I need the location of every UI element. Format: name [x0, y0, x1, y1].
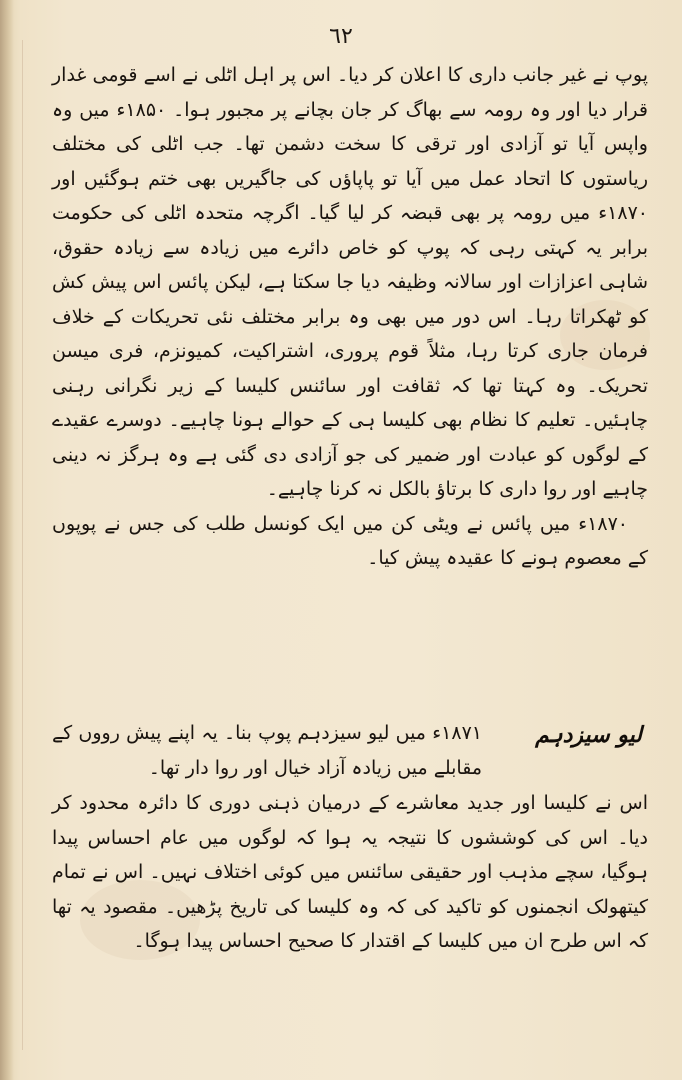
margin-pencil-line — [22, 40, 23, 1050]
book-spine-shadow — [0, 0, 14, 1080]
section-first-lines: ۱۸۷۱ء میں لیو سیزدہم پوپ بنا۔ یہ اپنے پیش رووں کے مقابلے میں زیادہ آزاد خیال اور روا دار تھا۔ — [52, 722, 482, 779]
paragraph-1: پوپ نے غیر جانب داری کا اعلان کر دیا۔ اس پر اہل اٹلی نے اسے قومی غدار قرار دیا اور وہ رومہ سے بھاگ کر جان بچانے پر مجبور ہوا۔ ۱۸۵۰ء میں وہ واپس آیا تو آزادی اور ترقی کا سخت دشمن تھا۔ جب اٹلی کی مختلف ریاستوں کا اتحاد عمل میں آیا تو پاپاؤں کی جاگیریں بھی ختم ہوگئیں اور ۱۸۷۰ء میں رومہ پر بھی قبضہ کر لیا گیا۔ اگرچہ متحدہ اٹلی کی حکومت برابر یہ کہتی رہی کہ پوپ کو خاص دائرے میں زیادہ سے زیادہ حقوق، شاہی اعزازات اور سالانہ وظیفہ دیا جا سکتا ہے، لیکن پائس اس پیش کش کو ٹھکراتا رہا۔ اس دور میں بھی وہ برابر مختلف نئی تحریکات کے خلاف فرمان جاری کرتا رہا، مثلاً قوم پروری، اشتراکیت، کمیونزم، فری میسن تحریک۔ وہ کہتا تھا کہ ثقافت اور سائنس کلیسا کے زیر نگرانی رہنی چاہئیں۔ تعلیم کا نظام بھی کلیسا ہی کے حوالے ہونا چاہیے۔ دوسرے عقیدے کے لوگوں کو عبادت اور ضمیر کی جو آزادی دی گئی ہے وہ ہرگز نہ دینی چاہیے اور روا داری کا برتاؤ بالکل نہ کرنا چاہیے۔ — [52, 64, 648, 500]
paragraph-2: ۱۸۷۰ء میں پائس نے ویٹی کن میں ایک کونسل طلب کی جس نے پوپوں کے معصوم ہونے کا عقیدہ پیش کیا۔ — [52, 512, 648, 569]
page-number: ٦٢ — [329, 24, 353, 49]
main-text — [52, 58, 648, 576]
section-heading-leo-xiii: لیو سیزدہم — [535, 723, 642, 748]
section-body: اس نے کلیسا اور جدید معاشرے کے درمیان ذہنی دوری کا دائرہ محدود کر دیا۔ اس کی کوششوں کا نتیجہ یہ ہوا کہ لوگوں میں عام احساس پیدا ہوگیا، سچے مذہب اور حقیقی سائنس میں کوئی اختلاف نہیں۔ اس نے تمام کیتھولک انجمنوں کو تاکید کی کہ وہ کلیسا کی تاریخ پڑھیں۔ مقصود یہ تھا کہ اس طرح ان میں کلیسا کے اقتدار کا صحیح احساس پیدا ہوگا۔ — [52, 792, 648, 952]
